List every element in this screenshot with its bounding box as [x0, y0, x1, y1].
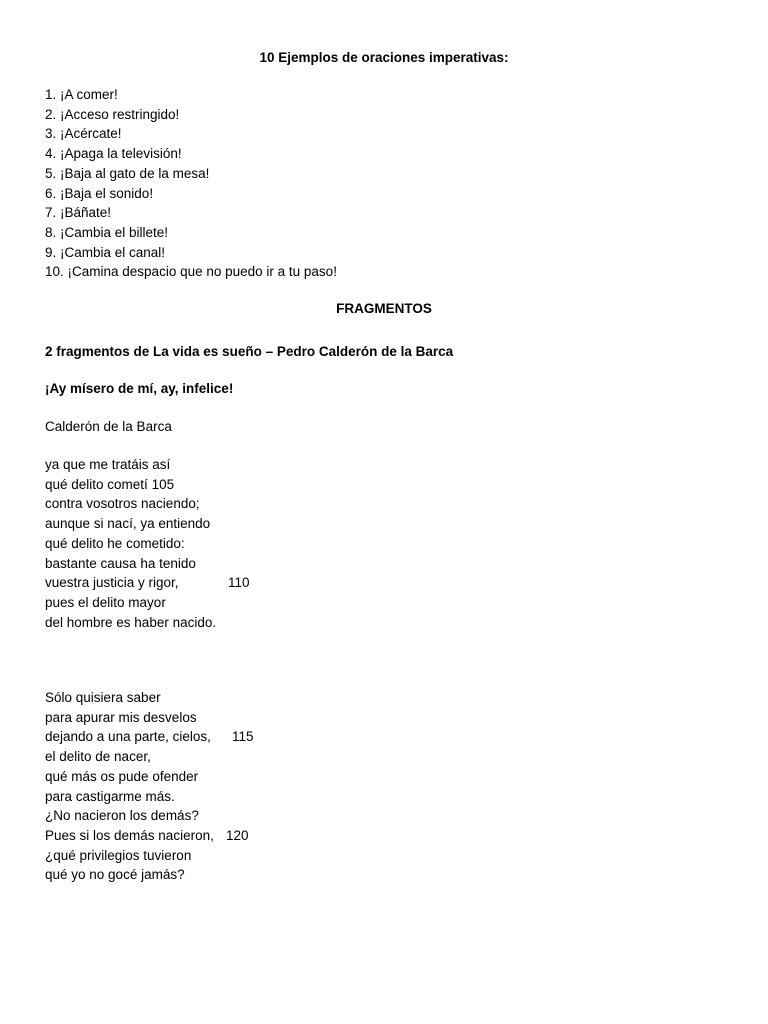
verse-line: [45, 708, 214, 728]
verse-text: para castigarme más.: [45, 788, 175, 804]
stanza-2: [45, 688, 254, 885]
verse-text: del hombre es haber nacido.: [45, 614, 217, 630]
verse-number: 110: [228, 575, 250, 591]
list-item: 2. ¡Acceso restringido!: [45, 106, 180, 122]
verse-text: Sólo quisiera saber: [45, 690, 161, 705]
verse-line: [45, 554, 216, 574]
list-item: 3. ¡Acércate!: [45, 126, 122, 142]
verse-line: [45, 767, 214, 787]
verse-text: qué yo no gocé jamás?: [45, 867, 185, 883]
list-item: 10. ¡Camina despacio que no puedo ir a tu paso!: [45, 264, 337, 280]
verse-text: para apurar mis desvelos: [45, 709, 197, 725]
poem-title: ¡Ay mísero de mí, ay, infelice!: [45, 381, 234, 396]
list-item: 6. ¡Baja el sonido!: [45, 185, 154, 201]
verse-line: [45, 846, 214, 866]
stanza-1: [45, 455, 250, 632]
verse-line: [45, 787, 214, 807]
verse-number: 115: [232, 729, 254, 745]
verse-line: [45, 727, 254, 747]
verse-line: [45, 688, 214, 708]
subheading: 2 fragmentos de La vida es sueño – Pedro Calderón de la Barca: [45, 344, 454, 359]
verse-line: [45, 747, 214, 767]
list-item: 1. ¡A comer!: [45, 87, 118, 102]
verse-text: ¿qué privilegios tuvieron: [45, 847, 192, 863]
examples-list: [45, 85, 337, 282]
verse-number: 120: [226, 827, 249, 843]
verse-text: bastante causa ha tenido: [45, 555, 196, 571]
verse-text: ¿No nacieron los demás?: [45, 808, 199, 824]
verse-line: [45, 455, 216, 475]
verse-line: [45, 593, 216, 613]
verse-text: aunque si nací, ya entiendo: [45, 516, 211, 532]
verse-line: [45, 573, 250, 593]
verse-text: ya que me tratáis así: [45, 457, 171, 472]
verse-text: el delito de nacer,: [45, 749, 151, 765]
verse-text: qué delito he cometido:: [45, 535, 185, 551]
verse-line: [45, 865, 214, 885]
verse-line: [45, 806, 214, 826]
verse-text: contra vosotros naciendo;: [45, 496, 200, 512]
verse-text: qué delito cometí 105: [45, 476, 175, 492]
verse-line: [45, 494, 216, 514]
list-item: 9. ¡Cambia el canal!: [45, 244, 166, 260]
verse-text: qué más os pude ofender: [45, 768, 199, 784]
section-heading: FRAGMENTOS: [336, 301, 432, 316]
list-item: 7. ¡Báñate!: [45, 205, 112, 221]
list-item: 5. ¡Baja al gato de la mesa!: [45, 165, 210, 181]
verse-text: dejando a una parte, cielos,: [45, 729, 211, 745]
verse-text: vuestra justicia y rigor,: [45, 575, 179, 591]
poem-author: Calderón de la Barca: [45, 419, 172, 434]
list-item: 8. ¡Cambia el billete!: [45, 224, 169, 240]
list-item: 4. ¡Apaga la televisión!: [45, 146, 182, 162]
verse-line: [45, 826, 249, 846]
verse-line: [45, 613, 216, 633]
verse-line: [45, 475, 216, 495]
verse-line: [45, 514, 216, 534]
verse-line: [45, 534, 216, 554]
verse-text: Pues si los demás nacieron,: [45, 827, 214, 843]
verse-text: pues el delito mayor: [45, 594, 166, 610]
document-title: 10 Ejemplos de oraciones imperativas:: [259, 50, 509, 65]
